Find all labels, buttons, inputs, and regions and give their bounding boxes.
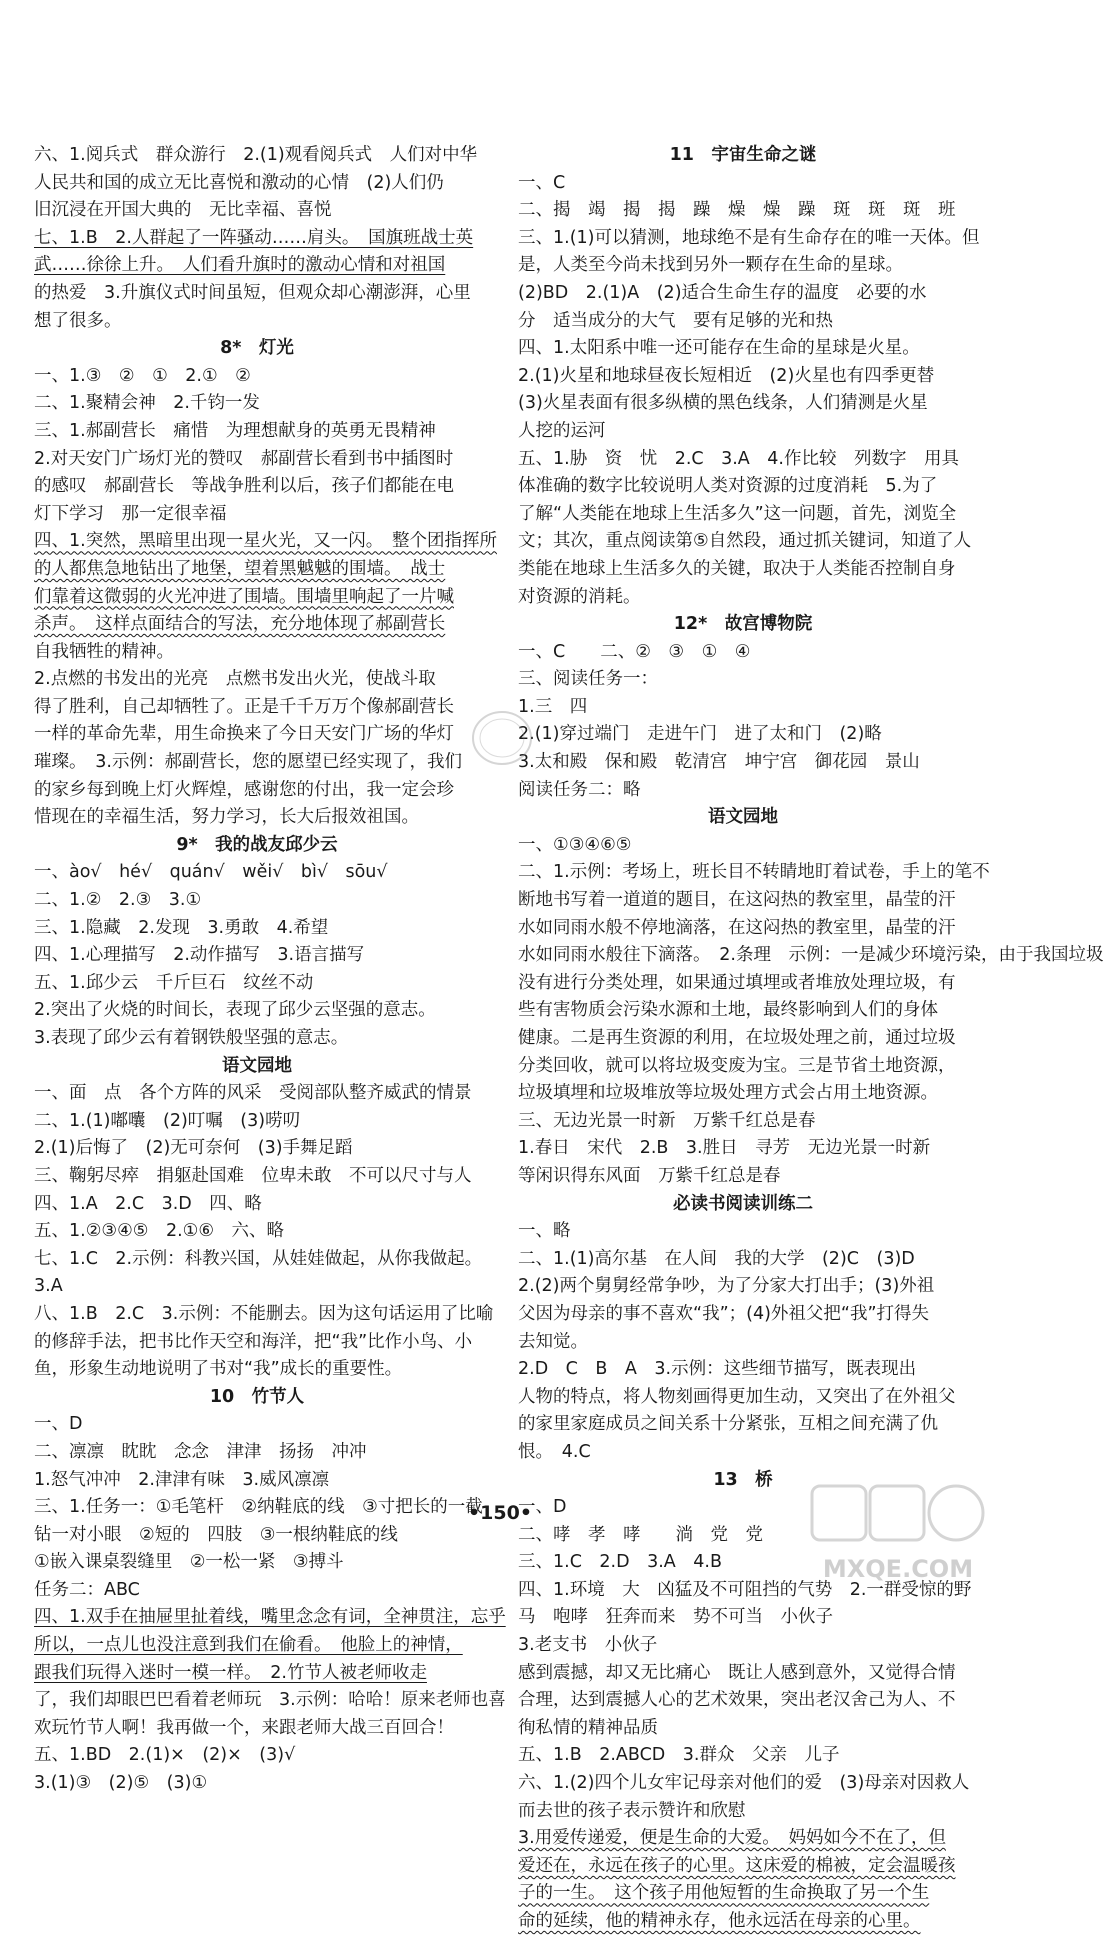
answer-line	[518, 225, 980, 253]
right-column	[518, 142, 1103, 1936]
answer-line	[34, 252, 480, 280]
answer-line	[518, 418, 968, 446]
answer-text: 1.春日 宋代 2.B 3.胜日 寻芳 无边光景一时新	[518, 1138, 931, 1159]
answer-text: 对资源的消耗。	[518, 586, 641, 607]
answer-text: 钻一对小眼 ②短的 四肢 ③一根纳鞋底的线	[34, 1524, 398, 1545]
answer-line	[518, 887, 968, 915]
section-heading	[34, 335, 480, 363]
answer-text: 12* 故宫博物院	[673, 614, 813, 635]
section-heading	[518, 611, 968, 639]
answer-line	[518, 1273, 968, 1301]
answer-text: 垃圾填埋和垃圾堆放等垃圾处理方式会占用土地资源。	[518, 1083, 938, 1104]
answer-text: 六、1.(2)四个儿女牢记母亲对他们的爱 (3)母亲对因救人	[518, 1773, 970, 1794]
answer-text: 了解“人类能在地球上生活多久”这一问题，首先，浏览全	[518, 503, 957, 524]
answer-text: 的家里家庭成员之间关系十分紧张，互相之间充满了仇	[518, 1414, 938, 1435]
answer-line	[34, 390, 480, 418]
answer-text: 五、1.邱少云 千斤巨石 纹丝不动	[34, 972, 314, 993]
answer-line	[518, 1770, 968, 1798]
watermark-logo-icon	[808, 1482, 988, 1594]
answer-text: 旧沉浸在开国大典的 无比幸福、喜悦	[34, 200, 332, 221]
answer-text: 惜现在的幸福生活，努力学习，长大后报效祖国。	[34, 807, 419, 828]
answer-text: 语文园地	[708, 807, 778, 828]
answer-text: 必读书阅读训练二	[673, 1193, 813, 1214]
answer-line	[518, 859, 990, 887]
answer-text: 的热爱 3.升旗仪式时间虽短，但观众却心潮澎湃，心里	[34, 282, 471, 303]
answer-text: 四、1.心理描写 2.动作描写 3.语言描写	[34, 945, 365, 966]
answer-line	[518, 915, 968, 943]
answer-text: 子的一生。 这个孩子用他短暂的生命换取了另一个生	[518, 1883, 930, 1904]
answer-line	[34, 997, 480, 1025]
answer-line	[34, 556, 480, 584]
answer-line	[518, 694, 968, 722]
answer-text: 语文园地	[222, 1055, 292, 1076]
answer-line	[518, 997, 968, 1025]
answer-line	[518, 721, 968, 749]
answer-text: ①嵌入课桌裂缝里 ②一松一紧 ③搏斗	[34, 1552, 344, 1573]
answer-line	[518, 252, 968, 280]
answer-line	[518, 777, 968, 805]
answer-text: 一、D	[518, 1497, 567, 1518]
answer-line	[34, 1080, 480, 1108]
answer-line	[34, 1632, 480, 1660]
answer-text: 文；其次，重点阅读第⑤自然段，通过抓关键词，知道了人	[518, 531, 972, 552]
answer-text: 二、1.② 2.③ 3.①	[34, 890, 202, 911]
answer-text: 些有害物质会污染水源和土地，最终影响到人们的身体	[518, 1000, 938, 1021]
answer-line	[518, 556, 968, 584]
answer-line	[34, 694, 480, 722]
answer-text: 2.(1)后悔了 (2)无可奈何 (3)手舞足蹈	[34, 1138, 353, 1159]
answer-text: 五、1.BD 2.(1)× (2)× (3)√	[34, 1745, 296, 1766]
section-heading	[518, 142, 968, 170]
answer-line	[34, 1025, 480, 1053]
answer-line	[34, 721, 480, 749]
answer-text: 健康。二是再生资源的利用，在垃圾处理之前，通过垃圾	[518, 1028, 956, 1048]
answer-text: 没有进行分类处理，如果通过填埋或者堆放处理垃圾，有	[518, 972, 956, 993]
answer-text: 得了胜利，自己却牺牲了。正是千千万万个像郝副营长	[34, 696, 454, 717]
answer-line	[518, 446, 968, 474]
answer-line	[518, 1604, 968, 1632]
answer-text: 二、凛凛 眈眈 念念 津津 扬扬 冲冲	[34, 1441, 367, 1462]
answer-text: 去知觉。	[518, 1331, 588, 1352]
answer-line	[34, 308, 480, 336]
answer-text: 8* 灯光	[220, 338, 294, 359]
answer-text: 恨。 4.C	[518, 1441, 591, 1462]
answer-text: 灯下学习 那一定很幸福	[34, 503, 227, 524]
answer-line	[518, 1715, 968, 1743]
answer-text: 四、1.A 2.C 3.D 四、略	[34, 1193, 262, 1214]
answer-line	[34, 1411, 480, 1439]
answer-line	[518, 1329, 968, 1357]
answer-line	[34, 1135, 480, 1163]
answer-line	[34, 859, 480, 887]
answer-line	[34, 528, 497, 556]
answer-text: 三、无边光景一时新 万紫千红总是春	[518, 1110, 816, 1131]
answer-text: 八、1.B 2.C 3.示例：不能删去。因为这句话运用了比喻	[34, 1303, 494, 1324]
answer-line	[518, 1908, 968, 1936]
answer-line	[34, 1273, 480, 1301]
answer-line	[518, 1108, 968, 1136]
answer-line	[518, 1742, 968, 1770]
answer-line	[34, 639, 480, 667]
section-heading	[34, 832, 480, 860]
answer-text: 二、1.聚精会神 2.千钧一发	[34, 393, 260, 414]
answer-text: (3)火星表面有很多纵横的黑色线条，人们猜测是火星	[518, 393, 928, 414]
answer-line	[518, 390, 968, 418]
answer-line	[34, 887, 480, 915]
answer-text: 璀璨。 3.示例：郝副营长，您的愿望已经实现了，我们	[34, 752, 462, 773]
page-number: •150•	[468, 1502, 532, 1524]
answer-text: 感到震撼，却又无比痛心 既让人感到意外，又觉得合情	[518, 1662, 956, 1683]
answer-line	[34, 1660, 480, 1688]
answer-text: 等闲识得东风面 万紫千红总是春	[518, 1165, 781, 1186]
answer-text: 1.怒气冲冲 2.津津有味 3.威风凛凛	[34, 1469, 330, 1490]
answer-text: 跟我们玩得入迷时一模一样。 2.竹节人被老师收走	[34, 1662, 427, 1683]
answer-text: 阅读任务二：略	[518, 779, 641, 800]
answer-text: 1.三 四	[518, 696, 588, 717]
answer-text: 欢玩竹节人啊！我再做一个，来跟老师大战三百回合！	[34, 1717, 454, 1738]
answer-text: 2.对天安门广场灯光的赞叹 郝副营长看到书中插图时	[34, 448, 454, 469]
answer-text: 体准确的数字比较说明人类对资源的过度消耗 5.为了	[518, 476, 938, 497]
answer-line	[34, 1687, 506, 1715]
answer-text: 人挖的运河	[518, 420, 606, 441]
stamp-icon	[470, 706, 534, 770]
answer-text: 3.(1)③ (2)⑤ (3)①	[34, 1773, 208, 1794]
answer-line	[34, 1108, 480, 1136]
answer-text: 所以，一点儿也没注意到我们在偷看。 他脸上的神情，	[34, 1635, 463, 1656]
answer-text: 二、1.示例：考场上，班长目不转睛地盯着试卷，手上的笔不	[518, 862, 990, 883]
answer-line	[34, 1742, 480, 1770]
answer-line	[518, 501, 968, 529]
answer-line	[34, 1439, 480, 1467]
answer-text: 水如同雨水般不停地滴落，在这闷热的教室里，晶莹的汗	[518, 917, 956, 938]
answer-line	[34, 280, 480, 308]
answer-line	[34, 1467, 480, 1495]
answer-text: 四、1.双手在抽屉里扯着线，嘴里念念有词，全神贯注，忘乎	[34, 1607, 506, 1628]
answer-text: 四、1.突然，黑暗里出现一星火光，又一闪。 整个团指挥所	[34, 531, 497, 552]
answer-text: 类能在地球上生活多久的关键，取决于人类能否控制自身	[518, 558, 956, 579]
answer-line	[34, 584, 480, 612]
answer-text: 的人都焦急地钻出了地堡，望着黑魆魆的围墙。 战士	[34, 558, 446, 579]
answer-line	[518, 335, 968, 363]
answer-text: 六、1.阅兵式 群众游行 2.(1)观看阅兵式 人们对中华	[34, 145, 478, 165]
answer-line	[518, 970, 968, 998]
answer-text: 一、ào√ hé√ quán√ wěi√ bì√ sōu√	[34, 862, 388, 883]
answer-text: 人物的特点，将人物刻画得更加生动，又突出了在外祖父	[518, 1386, 956, 1407]
answer-text: 的感叹 郝副营长 等战争胜利以后，孩子们都能在电	[34, 476, 454, 497]
answer-line	[518, 308, 968, 336]
answer-line	[518, 1660, 968, 1688]
answer-line	[518, 1163, 968, 1191]
answer-line	[518, 639, 968, 667]
answer-line	[518, 1798, 968, 1826]
answer-text: 一、①③④⑥⑤	[518, 834, 632, 855]
answer-text: 自我牺牲的精神。	[34, 641, 174, 662]
answer-line	[518, 832, 968, 860]
answer-line	[518, 1025, 968, 1053]
answer-text: 2.(1)火星和地球昼夜长短相近 (2)火星也有四季更替	[518, 365, 935, 386]
answer-text: 爱还在，永远在孩子的心里。这床爱的棉被，定会温暖孩	[518, 1855, 956, 1876]
answer-line	[518, 1439, 968, 1467]
answer-text: 三、1.郝副营长 痛惜 为理想献身的英勇无畏精神	[34, 420, 436, 441]
answer-line	[518, 1825, 968, 1853]
answer-text: 一样的革命先辈，用生命换来了今日天安门广场的华灯	[34, 724, 454, 745]
section-heading	[518, 804, 968, 832]
answer-text: 而去世的孩子表示赞许和欣慰	[518, 1800, 746, 1821]
answer-text: 3.A	[34, 1276, 63, 1297]
answer-line	[34, 1218, 480, 1246]
answer-line	[518, 1135, 968, 1163]
answer-text: 3.用爱传递爱，便是生命的大爱。 妈妈如今不在了，但	[518, 1828, 946, 1849]
answer-text: 2.点燃的书发出的光亮 点燃书发出火光，使战斗取	[34, 669, 436, 690]
answer-line	[518, 1687, 968, 1715]
answer-text: 是，人类至今尚未找到另外一颗存在生命的星球。	[518, 255, 903, 276]
answer-text: 三、鞠躬尽瘁 捐躯赴国难 位卑未敢 不可以尺寸与人	[34, 1165, 472, 1186]
answer-line	[518, 1246, 968, 1274]
answer-line	[34, 446, 480, 474]
answer-line	[34, 1522, 480, 1550]
answer-text: 分 适当成分的大气 要有足够的光和热	[518, 310, 833, 331]
answer-line	[518, 1301, 968, 1329]
answer-line	[518, 942, 1103, 970]
answer-text: 五、1.胁 资 忧 2.C 3.A 4.作比较 列数字 用具	[518, 448, 959, 469]
answer-text: 想了很多。	[34, 310, 122, 331]
answer-line	[34, 142, 480, 170]
answer-text: 2.(1)穿过端门 走进午门 进了太和门 (2)略	[518, 724, 882, 745]
answer-line	[34, 1604, 506, 1632]
answer-line	[34, 418, 480, 446]
answer-text: 三、1.C 2.D 3.A 4.B	[518, 1552, 722, 1573]
section-heading	[518, 1191, 968, 1219]
answer-text: 三、1.隐藏 2.发现 3.勇敢 4.希望	[34, 917, 329, 938]
answer-text: 四、1.太阳系中唯一还可能存在生命的星球是火星。	[518, 338, 920, 359]
answer-text: 一、C 二、② ③ ① ④	[518, 641, 751, 662]
answer-line	[34, 1356, 480, 1384]
answer-text: 们靠着这微弱的火光冲进了围墙。围墙里响起了一片喊	[34, 586, 454, 607]
answer-text: 断地书写着一道道的题目，在这闷热的教室里，晶莹的汗	[518, 890, 956, 911]
answer-line	[34, 501, 480, 529]
answer-line	[518, 1853, 968, 1881]
answer-text: 五、1.②③④⑤ 2.①⑥ 六、略	[34, 1221, 285, 1242]
answer-text: 11 宇宙生命之谜	[669, 145, 817, 165]
answer-text: 了，我们却眼巴巴看着老师玩 3.示例：哈哈！原来老师也喜	[34, 1690, 506, 1711]
answer-line	[518, 170, 968, 198]
answer-text: 二、1.(1)嘟囔 (2)叮嘱 (3)唠叨	[34, 1110, 301, 1131]
answer-line	[518, 1053, 968, 1081]
answer-line	[34, 749, 480, 777]
answer-line	[34, 1329, 480, 1357]
answer-text: 徇私情的精神品质	[518, 1717, 658, 1738]
answer-text: 鱼，形象生动地说明了书对“我”成长的重要性。	[34, 1359, 403, 1380]
answer-line	[34, 1577, 480, 1605]
answer-text: 一、略	[518, 1221, 571, 1242]
answer-text: 三、阅读任务一：	[518, 669, 658, 690]
answer-text: 四、1.环境 大 凶猛及不可阻挡的气势 2.一群受惊的野	[518, 1579, 972, 1600]
answer-text: 3.太和殿 保和殿 乾清宫 坤宁宫 御花园 景山	[518, 752, 920, 773]
watermark-text: MXQE.COM	[822, 1555, 974, 1583]
answer-line	[34, 666, 480, 694]
answer-line	[34, 915, 480, 943]
answer-text: 五、1.B 2.ABCD 3.群众 父亲 儿子	[518, 1745, 840, 1766]
answer-text: (2)BD 2.(1)A (2)适合生命生存的温度 必要的水	[518, 282, 927, 303]
answer-text: 水如同雨水般往下滴落。 2.条理 示例：一是减少环境污染，由于我国垃圾	[518, 945, 1103, 966]
answer-text: 3.老支书 小伙子	[518, 1635, 658, 1656]
answer-text: 任务二：ABC	[34, 1579, 140, 1600]
answer-line	[518, 363, 968, 391]
answer-line	[34, 1770, 480, 1798]
answer-text: 杀声。 这样点面结合的写法，充分地体现了郝副营长	[34, 614, 446, 635]
answer-line	[34, 225, 480, 253]
answer-line	[518, 528, 972, 556]
answer-text: 合理，达到震撼人心的艺术效果，突出老汉舍己为人、不	[518, 1690, 956, 1711]
answer-line	[34, 1191, 480, 1219]
answer-line	[518, 280, 968, 308]
answer-text: 2.D C B A 3.示例：这些细节描写，既表现出	[518, 1359, 917, 1380]
answer-line	[518, 1632, 968, 1660]
answer-text: 一、D	[34, 1414, 83, 1435]
answer-text: 三、1.任务一：①毛笔杆 ②纳鞋底的线 ③寸把长的一截	[34, 1497, 483, 1518]
answer-text: 一、1.③ ② ① 2.① ②	[34, 365, 251, 386]
answer-line	[34, 804, 480, 832]
answer-line	[34, 473, 480, 501]
answer-line	[34, 611, 480, 639]
answer-line	[518, 584, 968, 612]
answer-text: 13 桥	[713, 1469, 773, 1490]
answer-line	[34, 197, 480, 225]
answer-line	[34, 1549, 480, 1577]
answer-text: 的修辞手法，把书比作天空和海洋，把“我”比作小鸟、小	[34, 1331, 473, 1352]
answer-line	[518, 1080, 968, 1108]
answer-line	[34, 777, 480, 805]
section-heading	[34, 1053, 480, 1081]
answer-line	[34, 1246, 483, 1274]
answer-text: 七、1.C 2.示例：科教兴国，从娃娃做起，从你我做起。	[34, 1248, 483, 1269]
answer-line	[518, 749, 968, 777]
answer-line	[34, 970, 480, 998]
answer-text: 三、1.(1)可以猜测，地球绝不是有生命存在的唯一天体。但	[518, 227, 980, 248]
answer-text: 二、1.(1)高尔基 在人间 我的大学 (2)C (3)D	[518, 1248, 915, 1269]
answer-line	[34, 363, 480, 391]
answer-line	[34, 170, 480, 198]
answer-line	[518, 666, 968, 694]
answer-text: 一、C	[518, 172, 566, 193]
answer-line	[518, 1411, 968, 1439]
answer-text: 马 咆哮 狂奔而来 势不可当 小伙子	[518, 1607, 833, 1628]
answer-text: 一、面 点 各个方阵的风采 受阅部队整齐威武的情景	[34, 1083, 472, 1104]
answer-line	[518, 473, 968, 501]
answer-text: 分类回收，就可以将垃圾变废为宝。三是节省土地资源，	[518, 1055, 956, 1076]
answer-text: 七、1.B 2.人群起了一阵骚动……肩头。 国旗班战士英	[34, 227, 474, 248]
answer-text: 3.表现了邱少云有着钢铁般坚强的意志。	[34, 1028, 349, 1048]
answer-line	[34, 942, 480, 970]
answer-text: 武……徐徐上升。 人们看升旗时的激动心情和对祖国	[34, 255, 446, 276]
answer-text: 人民共和国的成立无比喜悦和激动的心情 (2)人们仍	[34, 172, 444, 193]
answer-line	[518, 1880, 968, 1908]
answer-line	[34, 1163, 480, 1191]
answer-line	[518, 197, 968, 225]
answer-text: 命的延续，他的精神永存，他永远活在母亲的心里。	[518, 1911, 921, 1931]
answer-line	[518, 1384, 968, 1412]
answer-text: 二、哮 孝 哮 淌 党 党	[518, 1524, 763, 1545]
answer-line	[34, 1301, 494, 1329]
answer-line	[518, 1356, 968, 1384]
answer-text: 2.突出了火烧的时间长，表现了邱少云坚强的意志。	[34, 1000, 436, 1021]
answer-text: 9* 我的战友邱少云	[176, 834, 338, 855]
answer-text: 2.(2)两个舅舅经常争吵，为了分家大打出手；(3)外祖	[518, 1276, 935, 1297]
answer-text: 二、揭 竭 揭 揭 躁 燥 燥 躁 斑 斑 斑 班	[518, 200, 956, 221]
answer-text: 10 竹节人	[209, 1386, 305, 1407]
answer-line	[34, 1715, 480, 1743]
answer-line	[518, 1218, 968, 1246]
answer-text: 的家乡每到晚上灯火辉煌，感谢您的付出，我一定会珍	[34, 779, 454, 800]
section-heading	[34, 1384, 480, 1412]
answer-text: 父因为母亲的事不喜欢“我”；(4)外祖父把“我”打得失	[518, 1303, 930, 1324]
